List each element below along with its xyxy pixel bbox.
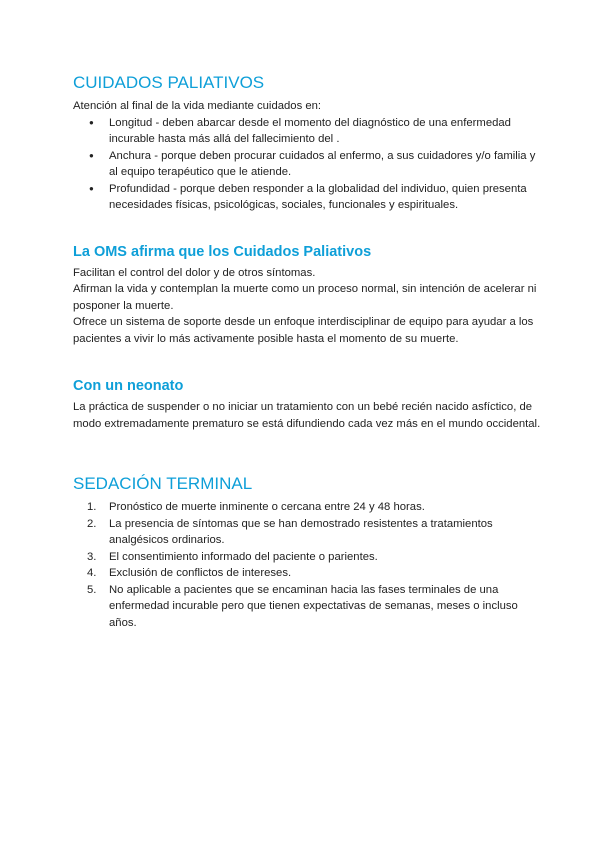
- list-number: 1.: [87, 501, 97, 513]
- numbered-list: [73, 499, 543, 631]
- heading-neonato: Con un neonato: [73, 378, 184, 394]
- list-item: [73, 549, 543, 566]
- paragraph: Afirman la vida y contemplan la muerte como un proceso normal, sin intención de acelerar ni posponer la muerte.: [73, 283, 537, 312]
- list-item: ● Profundidad - porque deben responder a la globalidad del individuo, quien presenta necesidades físicas, psicológicas, sociales, funcionales y espirituales.: [73, 181, 543, 214]
- bullet-list: [73, 115, 543, 214]
- section-oms: [73, 242, 543, 348]
- list-item-text: Exclusión de conflictos de intereses.: [109, 567, 292, 579]
- heading-sedacion-terminal: SEDACIÓN TERMINAL: [73, 474, 253, 493]
- heading-oms: La OMS afirma que los Cuidados Paliativos: [73, 243, 372, 260]
- list-number: 4.: [87, 567, 97, 579]
- paragraph: Ofrece un sistema de soporte desde un enfoque interdisciplinar de equipo para ayudar a los pacientes a vivir lo más activamente posible hasta el momento de su muerte.: [73, 316, 534, 345]
- document-page: [73, 72, 543, 631]
- list-item-text: No aplicable a pacientes que se encaminan hacia las fases terminales de una enfermedad incurable pero que tienen expectativas de semanas, meses o incluso años.: [109, 583, 518, 629]
- list-item: ● Anchura - porque deben procurar cuidados al enfermo, a sus cuidadores y/o familia y al equipo terapéutico que le atiende.: [73, 148, 543, 181]
- paragraph: Facilitan el control del dolor y de otros síntomas.: [73, 266, 316, 279]
- section-cuidados-paliativos: [73, 72, 543, 214]
- heading-cuidados-paliativos: CUIDADOS PALIATIVOS: [73, 73, 265, 92]
- intro-text: Atención al final de la vida mediante cuidados en:: [73, 100, 322, 112]
- list-number: 5.: [87, 583, 97, 596]
- list-item: [73, 582, 543, 632]
- list-number: 3.: [87, 550, 97, 563]
- section-sedacion-terminal: [73, 473, 543, 631]
- list-item: [73, 565, 543, 582]
- paragraph: La práctica de suspender o no iniciar un tratamiento con un bebé recién nacido asfíctico, de modo extremadamente prematuro se está difundiendo cada vez más en el mundo occidental.: [73, 401, 541, 430]
- list-item-text: La presencia de síntomas que se han demostrado resistentes a tratamientos analgésicos ordinarios.: [109, 517, 493, 546]
- list-item: [73, 516, 543, 549]
- list-item: [73, 499, 543, 516]
- section-neonato: [73, 376, 543, 432]
- list-number: 2.: [87, 517, 97, 530]
- list-item-text: El consentimiento informado del paciente o parientes.: [109, 550, 378, 563]
- list-item-text: Pronóstico de muerte inminente o cercana entre 24 y 48 horas.: [109, 501, 425, 513]
- list-item: ● Longitud - deben abarcar desde el momento del diagnóstico de una enfermedad incurable hasta más allá del fallecimiento del .: [73, 115, 543, 148]
